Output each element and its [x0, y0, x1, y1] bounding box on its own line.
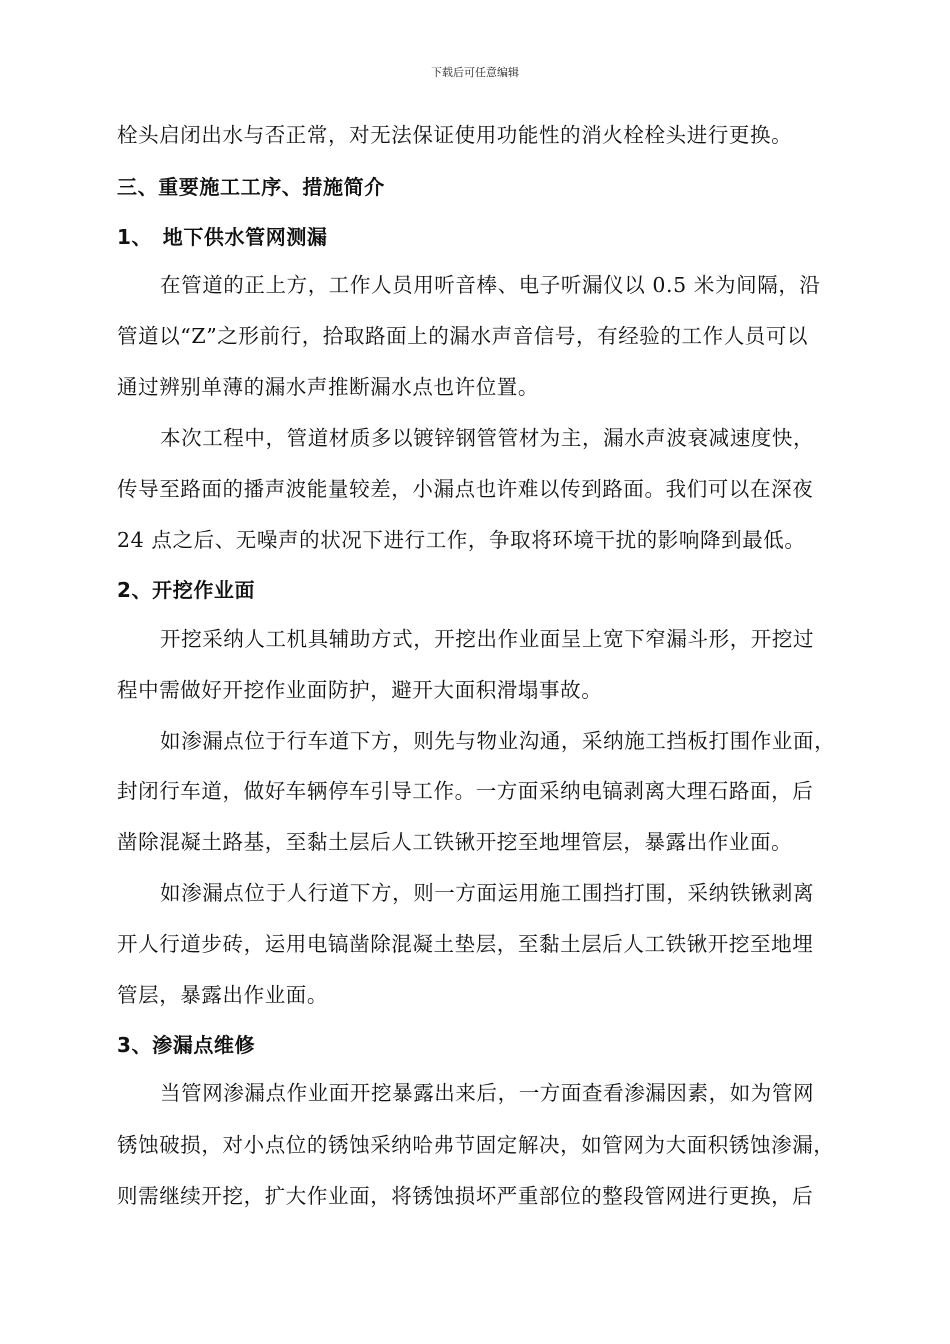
body-line: 24 点之后、无噪声的状况下进行工作，争取将环境干扰的影响降到最低。	[117, 528, 806, 552]
body-line: 通过辨别单薄的漏水声推断漏水点也许位置。	[117, 375, 539, 399]
body-line: 开挖采纳人工机具辅助方式，开挖出作业面呈上宽下窄漏斗形，开挖过	[160, 627, 815, 651]
body-line: 锈蚀破损，对小点位的锈蚀采纳哈弗节固定解决，如管网为大面积锈蚀渗漏，	[117, 1133, 835, 1157]
subsection-heading: 3、渗漏点维修	[117, 1033, 256, 1057]
body-line: 传导至路面的播声波能量较差，小漏点也许难以传到路面。我们可以在深夜	[117, 477, 814, 501]
subsection-heading: 1、 地下供水管网测漏	[117, 225, 328, 249]
body-line: 在管道的正上方，工作人员用听音棒、电子听漏仪以 0.5 米为间隔，沿	[160, 273, 821, 297]
subsection-heading: 2、开挖作业面	[117, 578, 256, 602]
body-line: 程中需做好开挖作业面防护，避开大面积滑塌事故。	[117, 678, 603, 702]
body-line: 如渗漏点位于人行道下方，则一方面运用施工围挡打围，采纳铁锹剥离	[160, 881, 815, 905]
body-line: 封闭行车道，做好车辆停车引导工作。一方面采纳电镐剥离大理石路面，后	[117, 779, 814, 803]
body-line: 如渗漏点位于行车道下方，则先与物业沟通，采纳施工挡板打围作业面，	[160, 729, 836, 753]
body-line: 则需继续开挖，扩大作业面，将锈蚀损坏严重部位的整段管网进行更换，后	[117, 1184, 814, 1208]
body-line: 管道以“Z”之形前行，拾取路面上的漏水声音信号，有经验的工作人员可以	[117, 324, 809, 348]
section-heading: 三、重要施工工序、措施简介	[117, 175, 385, 199]
body-line: 凿除混凝土路基，至黏土层后人工铁锹开挖至地埋管层，暴露出作业面。	[117, 830, 793, 854]
body-line: 栓头启闭出水与否正常，对无法保证使用功能性的消火栓栓头进行更换。	[117, 123, 793, 147]
page-header: 下载后可任意编辑	[431, 66, 519, 79]
body-line: 管层，暴露出作业面。	[117, 983, 328, 1007]
body-line: 当管网渗漏点作业面开挖暴露出来后，一方面查看渗漏因素，如为管网	[160, 1081, 815, 1105]
body-line: 本次工程中，管道材质多以镀锌钢管管材为主，漏水声波衰减速度快，	[160, 426, 815, 450]
body-line: 开人行道步砖，运用电镐凿除混凝土垫层，至黏土层后人工铁锹开挖至地埋	[117, 932, 814, 956]
